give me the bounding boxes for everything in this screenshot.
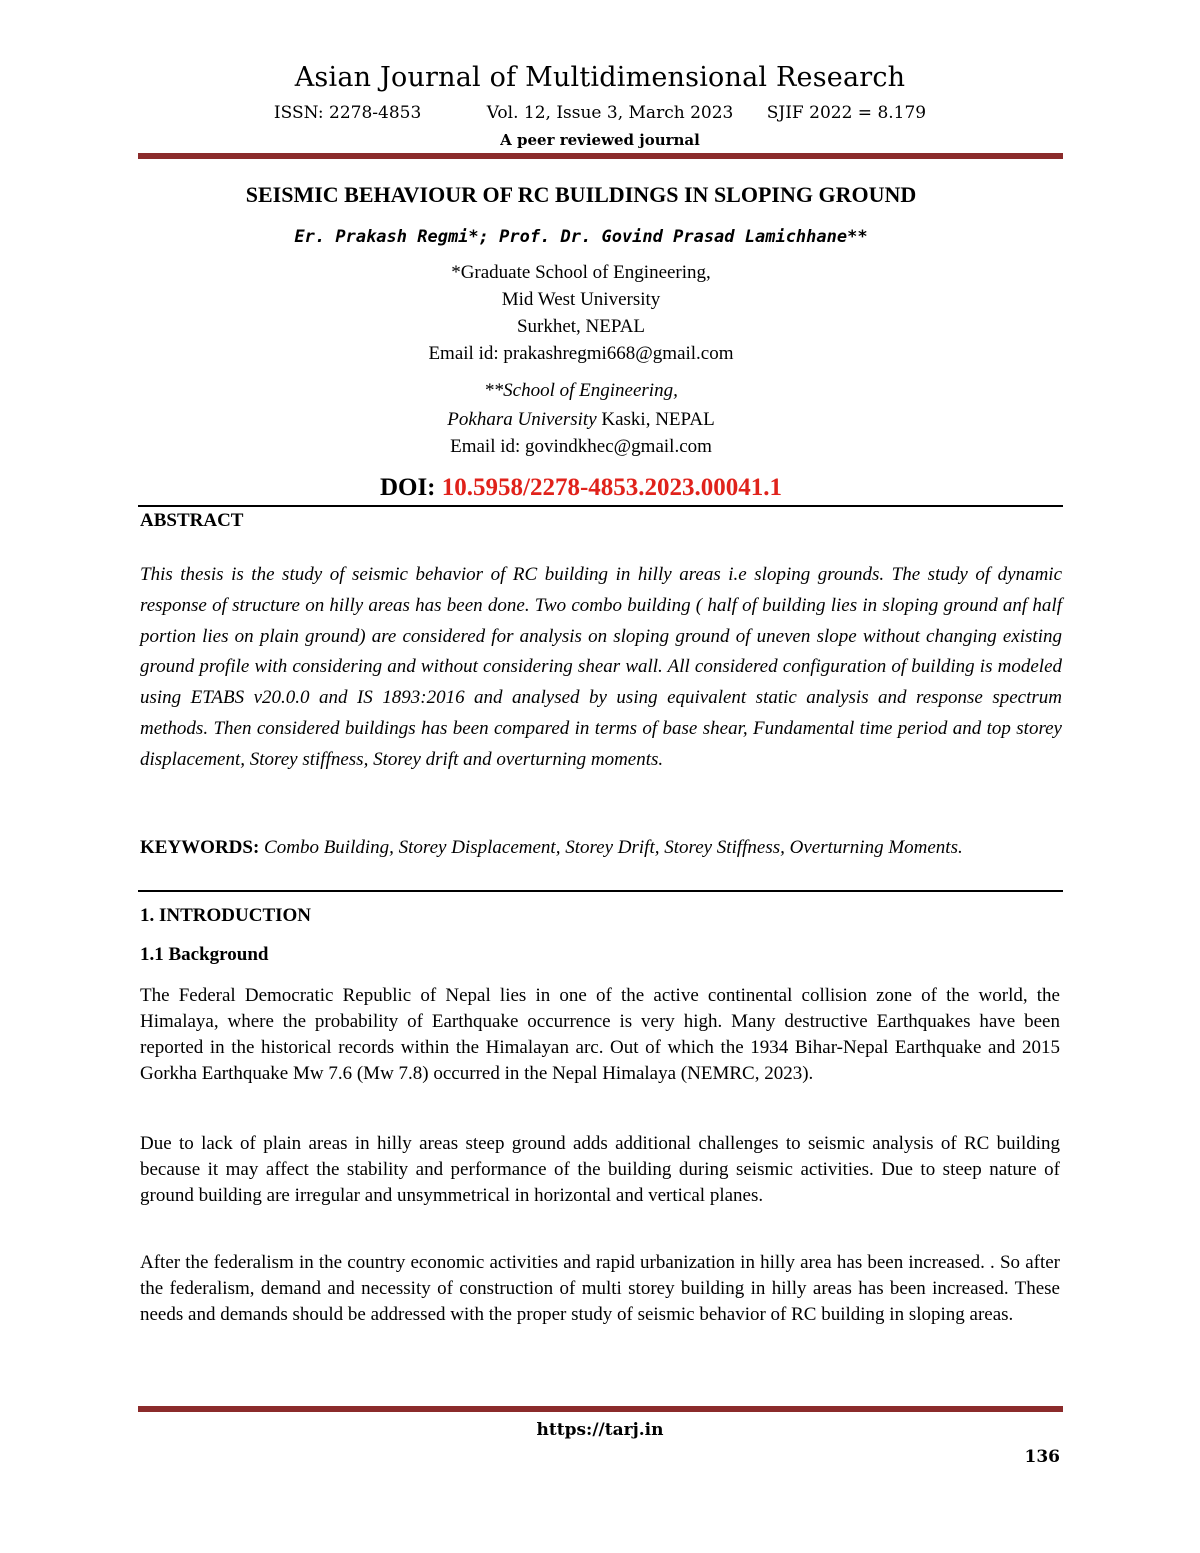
affiliation-2-email: Email id: govindkhec@gmail.com xyxy=(450,436,712,457)
keywords-label: KEYWORDS: xyxy=(140,837,260,858)
affiliation-2-location: Kaski, NEPAL xyxy=(596,409,715,430)
affiliation-1-line-3: Surkhet, NEPAL xyxy=(516,316,646,337)
keywords-list: Combo Building, Storey Displacement, Storey Drift, Storey Stiffness, Overturning Moments. xyxy=(259,837,963,858)
paper-title: SEISMIC BEHAVIOUR OF RC BUILDINGS IN SLOPING GROUND xyxy=(245,182,917,207)
issn: ISSN: 2278-4853 xyxy=(273,103,422,123)
affiliation-2-line-1 xyxy=(0,380,1162,402)
affiliation-2-school: **School of Engineering, xyxy=(484,380,678,401)
journal-meta-line xyxy=(0,103,1200,123)
introduction-heading: 1. INTRODUCTION xyxy=(140,905,312,926)
volume-issue: Vol. 12, Issue 3, March 2023 xyxy=(486,103,734,123)
doi-line xyxy=(0,474,1162,502)
peer-reviewed-note: A peer reviewed journal xyxy=(500,131,700,149)
doi-link[interactable]: 10.5958/2278-4853.2023.00041.1 xyxy=(441,474,783,501)
body-paragraph: The Federal Democratic Republic of Nepal lies in one of the active continental collision zone of the world, the Himalaya, where the probability of Earthquake occurrence is very high. Many destructive Earthquakes have been reported in the historical records within the Himalayan arc. Out of which the 1934 Bihar-Nepal Earthquake and 2015 Gorkha Earthquake Mw 7.6 (Mw 7.8) occurred in the Nepal Himalaya (NEMRC, 2023). xyxy=(140,985,1060,1084)
affiliation-2-university: Pokhara University xyxy=(447,409,597,430)
body-paragraph: After the federalism in the country economic activities and rapid urbanization in hilly area has been increased. . So after the federalism, demand and necessity of construction of multi storey building in hilly areas has been increased. These needs and demands should be addressed with the proper study of seismic behavior of RC building in sloping areas. xyxy=(140,1252,1060,1325)
affiliation-1-email: Email id: prakashregmi668@gmail.com xyxy=(428,343,734,364)
background-subheading: 1.1 Background xyxy=(140,944,269,965)
abstract-text: This thesis is the study of seismic behavior of RC building in hilly areas i.e sloping grounds. The study of dynamic response of structure on hilly areas has been done. Two combo building ( half of building lies in sloping ground anf half portion lies on plain ground) are considered for analysis on sloping ground of uneven slope without changing existing ground profile with considering and without considering shear wall. All considered configuration of building is modeled using ETABS v20.0.0 and IS 1893:2016 and analysed by using equivalent static analysis and response spectrum methods. Then considered buildings has been compared in terms of base shear, Fundamental time period and top storey displacement, Storey stiffness, Storey drift and overturning moments. xyxy=(140,564,1062,770)
journal-url-link[interactable]: https://tarj.in xyxy=(536,1420,664,1440)
author-list: Er. Prakash Regmi*; Prof. Dr. Govind Prasad Lamichhane** xyxy=(294,227,868,247)
affiliation-2-line-2 xyxy=(0,409,1162,431)
keywords-divider xyxy=(138,890,1063,892)
keywords xyxy=(140,835,1062,860)
abstract-heading: ABSTRACT xyxy=(140,510,244,531)
header-divider xyxy=(138,153,1063,159)
journal-title: Asian Journal of Multidimensional Research xyxy=(294,62,906,93)
body-paragraph: Due to lack of plain areas in hilly areas steep ground adds additional challenges to seismic analysis of RC building because it may affect the stability and performance of the building during seismic activities. Due to steep nature of ground building are irregular and unsymmetrical in horizontal and vertical planes. xyxy=(140,1133,1060,1206)
footer-divider xyxy=(138,1406,1063,1412)
sjif-factor: SJIF 2022 = 8.179 xyxy=(766,103,927,123)
doi-divider xyxy=(138,505,1063,507)
doi-label: DOI: xyxy=(379,474,442,501)
affiliation-1-line-1: *Graduate School of Engineering, xyxy=(451,262,711,283)
affiliation-1-line-2: Mid West University xyxy=(501,289,661,310)
page-number: 136 xyxy=(1024,1447,1060,1467)
